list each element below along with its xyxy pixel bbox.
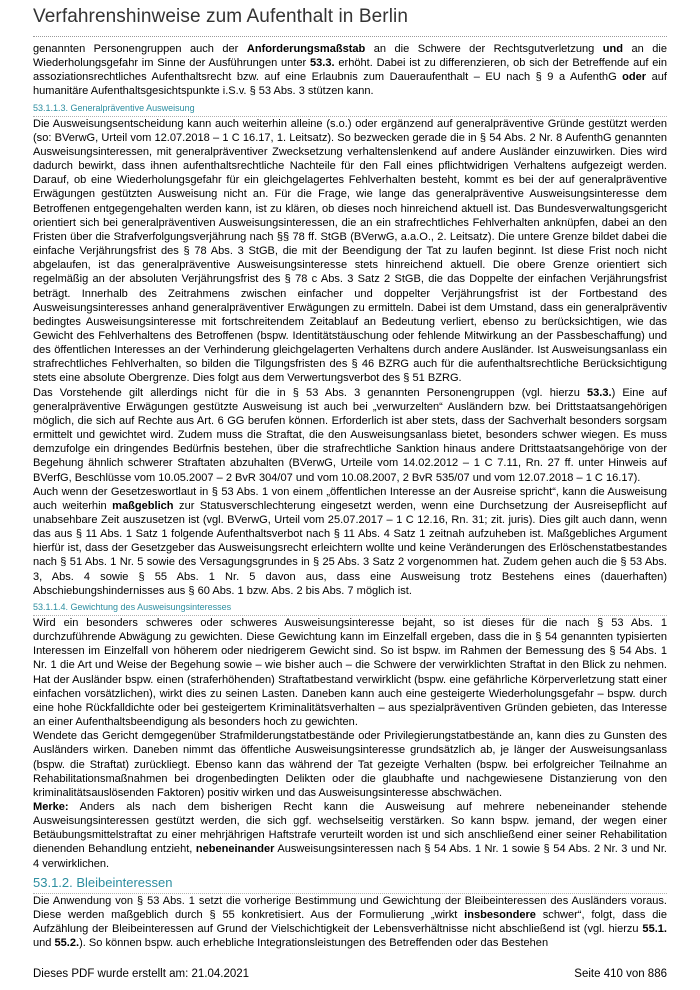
footer-page-number: Seite 410 von 886 (574, 968, 667, 980)
paragraph: Wird ein besonders schweres oder schweres Ausweisungsinteresse bejaht, so ist dieses für die nach § 53 Abs. 1 durchzuführende Abwägung zu gewichten. Diese Gewichtung kann im Einzelfall ergeben, dass die in § 54 genannten typisierten Interessen im Einzelfall von höherem oder niedrigerem Gewicht sind. So ist bspw. im Rahmen der Bemessung des § 54 Abs. 1 Nr. 1 die Art und Weise der Begehung sowie – wie bisher auch – die Schwere der verwirklichten Straftat in den Blick zu nehmen. Hat der Ausländer bspw. einen (straferhöhenden) Straftatbestand verwirklicht (bspw. eine gefährliche Körperverletzung statt einer einfachen vorsätzlichen), wirkt dies zu seinen Lasten. Daneben kann auch eine gesteigerte Wiederholungsgefahr – bspw. durch eine hohe Rückfalldichte oder bei gesteigertem Kriminalitätsverhalten – aus spezialpräventiven Gründen gebieten, das Interesse an einer Aufenthaltsbeendigung als besonders hoch zu gewichten. (33, 616, 667, 729)
link-55-1[interactable]: 55.1. (642, 923, 667, 936)
link-53-3[interactable]: 53.3. (586, 386, 612, 399)
paragraph: Die Anwendung von § 53 Abs. 1 setzt die vorherige Bestimmung und Gewichtung der Bleibeinteressen des Ausländers voraus. Diese werden maßgeblich durch § 55 konkretisiert. Aus der Formulierung „wirkt insbesondere schwer“, folgt, dass die Aufzählung der Bleibeinteressen auf Grund der Vielschichtigkeit der Lebensverhältnisse nicht abschließend ist (vgl. hierzu 55.1. und 55.2.). So können bspw. auch erhebliche Integrationsleistungen des Betreffenden oder das Bestehen (33, 894, 667, 950)
intro-paragraph: genannten Personengruppen auch der Anforderungsmaßstab an die Schwere der Rechtsgutverletzung und an die Wiederholungsgefahr im Sinne der Ausführungen unter 53.3. erhöht. Dabei ist zu differenzieren, ob sich der Betreffende auf ein assoziationsrechtliches Aufenthaltsrecht bzw. auf eine Erlaubnis zum Daueraufenthalt – EU nach § 9 a AufenthG oder auf humanitäre Aufenthaltsgesichtspunkte i.S.v. § 53 Abs. 3 stützen kann. (33, 43, 668, 98)
document-body (33, 42, 667, 950)
footer-created-date: Dieses PDF wurde erstellt am: 21.04.2021 (33, 968, 250, 980)
merke-paragraph: Merke: Anders als nach dem bisherigen Recht kann die Ausweisung auf mehrere nebeneinander stehende Ausweisungsinteressen gestützt werden, die sich ggf. wechselseitig verstärken. So kann bspw. jemand, der wegen einer Betäubungsmittelstraftat zu einer mehrjährigen Haftstrafe verurteilt worden ist und sich anschließend einer seiner Rehabilitation dienenden Behandlung entzieht, nebeneinander Ausweisungsinteressen nach § 54 Abs. 1 Nr. 1 sowie § 54 Abs. 2 Nr. 3 und Nr. 4 verwirklichen. (33, 800, 667, 870)
paragraph: Auch wenn der Gesetzeswortlaut in § 53 Abs. 1 von einem „öffentlichen Interesse an der Ausreise spricht“, kann die Ausweisung auch weiterhin maßgeblich zur Statusverschlechterung eingesetzt werden, wenn eine Durchsetzung der Ausreisepflicht auf unabsehbare Zeit auszusetzen ist (vgl. BVerwG, Urteil vom 25.07.2017 – 1 C 12.16, Rn. 31; zit. juris). Dies gilt auch dann, wenn das aus § 11 Abs. 1 Satz 1 folgende Aufenthaltsverbot nach § 11 Abs. 4 Satz 1 zeitnah aufzuheben ist. Maßgebliches Argument hierfür ist, dass der Gesetzgeber das Ausweisungsrecht erleichtern wollte und keine Veränderungen des Erlöschenstatbestandes nach § 51 Abs. 1 Nr. 5 sowie des Versagungsgrundes in § 25 Abs. 3 Satz 2 vorgenommen hat. Zudem gehen auch die § 53 Abs. 3, Abs. 4 sowie § 55 Abs. 1 Nr. 5 davon aus, dass eine Ausweisung trotz Bestehens eines (dauerhaften) Abschiebungshindernisses aus § 60 Abs. 1 bzw. Abs. 2 bis Abs. 7 möglich ist. (33, 485, 667, 597)
page-header-title: Verfahrenshinweise zum Aufenthalt in Berlin (33, 6, 409, 27)
section-heading-bleibeinteressen: 53.1.2. Bleibeinteressen (33, 874, 173, 890)
section-heading-generalpraevention: 53.1.1.3. Generalpräventive Ausweisung (33, 102, 195, 113)
paragraph: Die Ausweisungsentscheidung kann auch weiterhin alleine (s.o.) oder ergänzend auf generalpräventive Gründe gestützt werden (so: BVerwG, Urteil vom 12.07.2018 – 1 C 16.17, 1. Leitsatz). So bezwecken gerade die in § 54 Abs. 2 Nr. 8 AufenthG genannten Ausweisungsinteressen, mit generalpräventiver Zwecksetzung verhaltenslenkend auf andere Ausländer einzuwirken. Dies wird dadurch bewirkt, dass ihnen aufenthaltsrechtliche Nachteile für den Fall eines pflichtwidrigen Verhaltens aufgezeigt werden. Darauf, ob eine Wiederholungsgefahr für ein gleichgelagertes Fehlverhalten besteht, kommt es bei der auf generalpräventive Erwägungen gestützten Ausweisung nicht an. Für die Frage, wie lange das generalpräventive Ausweisungsinteresse dem Betroffenen entgegengehalten werden kann, ist zu klären, ob dieses noch hinreichend aktuell ist. Das Bundesverwaltungsgericht orientiert sich bei generalpräventiven Ausweisungsinteressen, die an ein strafrechtliches Fehlverhalten anknüpfen, dabei an den Fristen über die Strafverfolgungsverjährung nach §§ 78 ff. StGB (BVerwG, a.a.O., 2. Leitsatz). Die untere Grenze bildet dabei die einfache Verjährungsfrist des § 78 Abs. 3 StGB, die mit der Beendigung der Tat zu laufen beginnt. Ist diese Frist noch nicht abgelaufen, ist das generalpräventive Ausweisungsinteresse stets hinreichend aktuell. Die obere Grenze orientiert sich regelmäßig an der absoluten Verjährungsfrist des § 78 c Abs. 3 Satz 2 StGB, die das Doppelte der einfachen Verjährungsfrist beträgt. Innerhalb des Zeitrahmens zwischen einfacher und doppelter Verjährungsfrist ist der Fortbestand des Ausweisungsinteresses anhand generalpräventiver Erwägungen zu ermitteln. Dabei ist dem Umstand, dass ein generalpräventiv bedingtes Ausweisungsinteresse mit fortschreitendem Zeitablauf an Bedeutung verliert, ebenso zu berücksichtigen, wie das Gewicht des Fehlverhaltens des Betroffenen (bspw. Identitätstäuschung oder fehlende Mitwirkung an der Passbeschaffung) und des öffentlichen Interesses an der Verhinderung gleichgelagerten Verhaltens durch andere Ausländer. Ist Ausweisungsanlass ein strafrechtliches Fehlverhalten, so bilden die Tilgungsfristen des § 46 BZRG auch für die aufenthaltsrechtliche Berücksichtigung stets eine absolute Obergrenze. Dies folgt aus dem Verwertungsverbot des § 51 BZRG. (33, 117, 667, 385)
section-heading-gewichtung: 53.1.1.4. Gewichtung des Ausweisungsinteresses (33, 601, 232, 612)
link-55-2[interactable]: 55.2. (54, 937, 80, 950)
paragraph: Das Vorstehende gilt allerdings nicht für die in § 53 Abs. 3 genannten Personengruppen (vgl. hierzu 53.3.) Eine auf generalpräventive Erwägungen gestützte Ausweisung ist auch bei „verwurzelten“ Ausländern bzw. bei Drittstaatsangehörigen möglich, die sich auf Rechte aus Art. 6 GG berufen können. Erforderlich ist aber stets, dass der Sachverhalt besonders sorgsam ermittelt und gewichtet wird. Zudem muss die Straftat, die den Ausweisungsanlass bietet, besonders schwer wiegen. Es muss demzufolge ein dringendes Bedürfnis bestehen, über die strafrechtliche Sanktion hinaus andere Drittstaatsangehörige von der Begehung ähnlich schwerer Straftaten abzuhalten (BVerwG, Urteile vom 14.02.2012 – 1 C 7.11, Rn. 27 ff. unter Hinweis auf BVerfG, Beschlüsse vom 10.05.2007 – 2 BvR 304/07 und vom 10.08.2007, 2 BvR 535/07 und vom 12.07.2018 – 1 C 16.17). (33, 386, 667, 484)
header-divider (33, 36, 667, 37)
link-53-3[interactable]: 53.3. (310, 57, 335, 70)
paragraph: Wendete das Gericht demgegenüber Strafmilderungstatbestände oder Privilegierungstatbestände an, kann dies zu Gunsten des Ausländers wirken. Daneben nimmt das öffentliche Ausweisungsinteresse grundsätzlich ab, je länger der Ausweisungsanlass (bspw. die Straftat) zurückliegt. Ebenso kann das während der Tat gezeigte Verhalten (bspw. bei erfolgreicher Teilnahme an Rehabilitationsmaßnahmen bei drogenbedingten Delikten oder die glaubhafte und nachgewiesene Distanzierung von den kriminalitätsauslösenden Faktoren) positiv wirken und das Ausweisungsinteresse abschwächen. (33, 730, 667, 799)
